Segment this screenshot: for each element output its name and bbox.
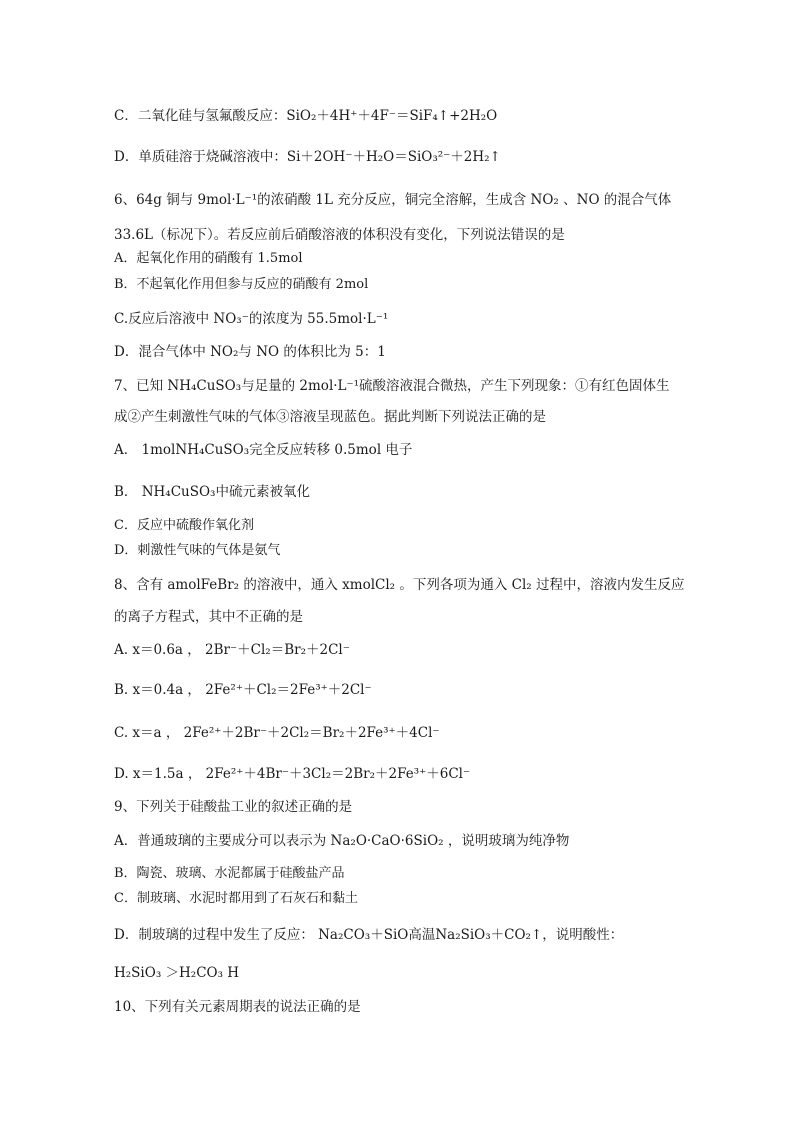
- option-d-line: D．单质硅溶于烧碱溶液中：Si＋2OH⁻＋H₂O＝SiO₃²⁻＋2H₂↑: [114, 149, 501, 165]
- question-6-option-c: C.反应后溶液中 NO₃⁻的浓度为 55.5mol·L⁻¹: [114, 311, 389, 327]
- question-8-line-1: 8、含有 amolFeBr₂ 的溶液中，通入 xmolCl₂ 。下列各项为通入 Cl₂ 过程中，溶液内发生反应: [114, 577, 685, 593]
- question-8-option-b: B. x＝0.4a ， 2Fe²⁺＋Cl₂＝2Fe³⁺＋2Cl⁻: [114, 682, 372, 698]
- question-9-option-b: B．陶瓷、玻璃、水泥都属于硅酸盐产品: [114, 866, 345, 881]
- question-6-option-d: D．混合气体中 NO₂与 NO 的体积比为 5：1: [114, 344, 386, 360]
- question-9-option-a: A．普通玻璃的主要成分可以表示为 Na₂O·CaO·6SiO₂ ，说明玻璃为纯净物: [114, 833, 570, 849]
- question-8-option-c: C. x＝a ， 2Fe²⁺＋2Br⁻＋2Cl₂＝Br₂＋2Fe³⁺＋4Cl⁻: [114, 725, 440, 741]
- question-7-option-d: D．刺激性气味的气体是氨气: [114, 543, 281, 558]
- question-7-line-2: 成②产生刺激性气味的气体③溶液呈现蓝色。据此判断下列说法正确的是: [114, 409, 546, 425]
- question-8-option-a: A. x＝0.6a ， 2Br⁻＋Cl₂＝Br₂＋2Cl⁻: [114, 642, 350, 658]
- question-7-option-a: A． 1molNH₄CuSO₃完全反应转移 0.5mol 电子: [114, 442, 413, 458]
- question-7-option-c: C．反应中硫酸作氧化剂: [114, 518, 254, 533]
- question-8-option-d: D. x＝1.5a ， 2Fe²⁺＋4Br⁻＋3Cl₂＝2Br₂＋2Fe³⁺＋6Cl⁻: [114, 766, 471, 782]
- question-9-line-1: 9、下列关于硅酸盐工业的叙述正确的是: [114, 799, 353, 815]
- question-7-line-1: 7、已知 NH₄CuSO₃与足量的 2mol·L⁻¹硫酸溶液混合微热，产生下列现象：①有红色固体生: [114, 378, 670, 394]
- question-6-option-b: B．不起氧化作用但参与反应的硝酸有 2mol: [114, 277, 369, 292]
- question-6-option-a: A．起氧化作用的硝酸有 1.5mol: [114, 251, 303, 266]
- question-6-line-1: 6、64g 铜与 9mol·L⁻¹的浓硝酸 1L 充分反应，铜完全溶解，生成含 NO₂ 、NO 的混合气体: [114, 192, 672, 208]
- question-10-line-1: 10、下列有关元素周期表的说法正确的是: [114, 999, 361, 1015]
- question-8-line-2: 的离子方程式，其中不正确的是: [114, 609, 303, 625]
- question-6-line-2: 33.6L（标况下）。若反应前后硝酸溶液的体积没有变化，下列说法错误的是: [114, 227, 565, 243]
- option-c-line: C．二氧化硅与氢氟酸反应：SiO₂＋4H⁺＋4F⁻＝SiF₄↑+2H₂O: [114, 108, 498, 124]
- question-9-option-d-continued: H₂SiO₃ ＞H₂CO₃ H: [114, 965, 240, 981]
- question-7-option-b: B． NH₄CuSO₃中硫元素被氧化: [114, 484, 310, 500]
- question-9-option-d: D．制玻璃的过程中发生了反应： Na₂CO₃＋SiO高温Na₂SiO₃＋CO₂↑，说明酸性：: [114, 927, 624, 943]
- question-9-option-c: C．制玻璃、水泥时都用到了石灰石和黏土: [114, 891, 358, 906]
